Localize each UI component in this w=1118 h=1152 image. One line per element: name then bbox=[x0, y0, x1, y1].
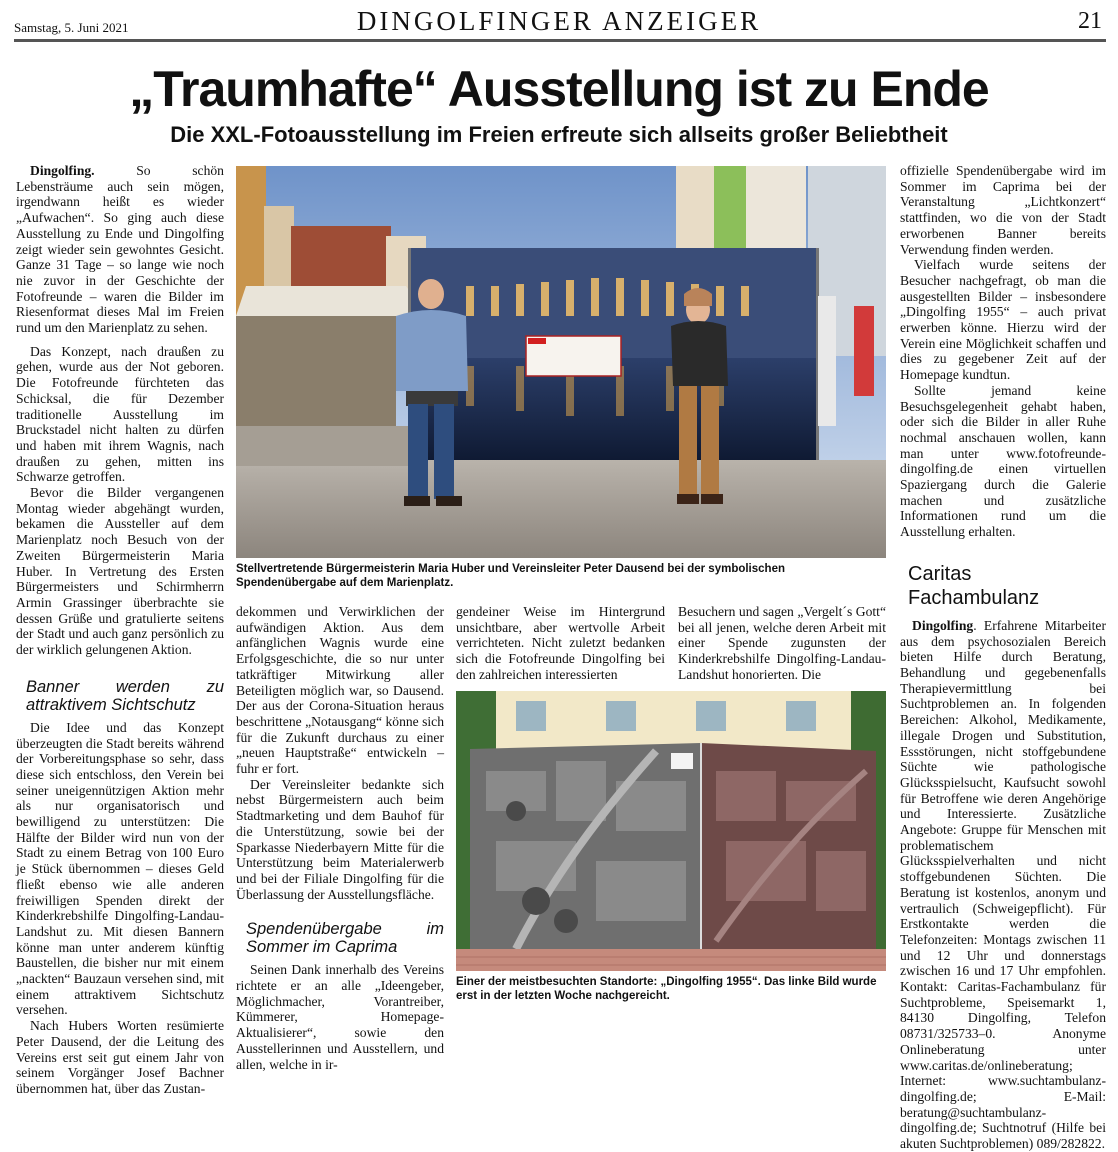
section-heading: Spendenübergabe im Sommer im Caprima bbox=[246, 920, 444, 957]
paragraph: Besuchern und sagen „Vergelt´s Gott“ bei all jenen, welche deren Arbeit mit einer Spende zugunsten der Kinderkrebshilfe Dingolfing-Landau-Landshut honorierten. Die bbox=[678, 604, 886, 682]
paragraph: Sollte jemand keine Besuchsgelegenheit gehabt haben, oder sich die Bilder in aller Ruhe nochmal anschauen wollen, kann man unter www.fotofreunde-dingolfing.de einen virtuellen Spaziergang durch die Galerie machen und zusätzliche Informationen rund um die Ausstellung erhalten. bbox=[900, 382, 1106, 540]
photo-caption: Stellvertretende Bürgermeisterin Maria Huber und Vereinsleiter Peter Dausend bei der symbolischen Spendenübergabe auf dem Marienplatz. bbox=[236, 563, 785, 589]
masthead-rule bbox=[14, 39, 1106, 42]
paragraph: So schön Lebensträume auch sein mögen, irgendwann heißt es wieder „Aufwachen“. So ging auch diese Ausstellung zu Ende und Dingolfing zeigt wieder sein gewohntes Gesicht. Ganze 31 Tage – so lange wie noch nie zuvor in der Geschichte der Fotofreunde – waren die Bilder im Riesenformat dieses Mal im Freien rund um den Marienplatz zu sehen. bbox=[16, 163, 224, 336]
photo-donation-handover bbox=[236, 166, 886, 558]
photo-caption: Einer der meistbesuchten Standorte: „Dingolfing 1955“. Das linke Bild wurde erst in der letzten Woche nachgereicht. bbox=[456, 976, 877, 1002]
page-number: 21 bbox=[1078, 8, 1102, 34]
sidebar-dateline: Dingolfing bbox=[912, 617, 974, 633]
paragraph: Bevor die Bilder vergangenen Montag wieder abgehängt wurden, bekamen die Aussteller auf dem Marienplatz noch Besuch von der Zweiten Bürgermeisterin Maria Huber. In Vertretung des Ersten Bürgermeisters und Schirmherrn Armin Grassinger überbrachte sie dessen Grüße und gratulierte seitens der Stadt und auch ganz persönlich zu der wirklich gelungenen Aktion. bbox=[16, 485, 224, 658]
sidebar-text bbox=[900, 618, 1106, 1152]
photo-dingolfing-1955 bbox=[456, 691, 886, 971]
newspaper-name: DINGOLFINGER ANZEIGER bbox=[356, 6, 762, 36]
paragraph: Seinen Dank innerhalb des Vereins richtete er an alle „Ideengeber, Möglichmacher, Vorantreiber, Kümmerer, Homepage-Aktualisierer“, sowie den Ausstellerinnen und Ausstellern, und allen, welche in ir- bbox=[236, 962, 444, 1072]
photo-dingolfing-1955-image bbox=[456, 691, 886, 971]
paragraph: Der Vereinsleiter bedankte sich nebst Bürgermeistern auch beim Stadtmarketing und dem Bauhof für die Unterstützung, sowie bei der Sparkasse Niederbayern Mitte für die Unterstützung beim Materialerwerb und bei der Filiale Dingolfing für die Überlassung der Ausstellungsfläche. bbox=[236, 776, 444, 902]
section-heading: Banner werden zu attraktivem Sichtschutz bbox=[26, 677, 224, 714]
dateline: Dingolfing. bbox=[30, 163, 95, 178]
article-column-5 bbox=[900, 163, 1106, 1152]
paragraph: Vielfach wurde seitens der Besucher nachgefragt, ob man die ausgestellten Bilder – insbesondere „Dingolfing 1955“ – auch privat erwerben könne. Hierzu wird der Verein eine Möglichkeit schaffen und dies zu gegebener Zeit auf der Homepage kundtun. bbox=[900, 257, 1106, 383]
headline: „Traumhafte“ Ausstellung ist zu Ende bbox=[129, 61, 989, 117]
paragraph: gendeiner Weise im Hintergrund unsichtbare, aber wertvolle Arbeit verrichteten. Nicht zuletzt bedanken sich die Fotofreunde Dingolfing bei den zahlreichen interessierten bbox=[456, 604, 665, 682]
paragraph: Das Konzept, nach draußen zu gehen, wurde aus der Not geboren. Die Fotofreunde fürchteten das Schicksal, die für Dezember traditionelle Ausstellung im Bruckstadel nicht halten zu dürfen und haben mit ihrem Wagnis, nach draußen zu gehen, mitten ins Schwarze getroffen. bbox=[16, 343, 224, 485]
issue-date: Samstag, 5. Juni 2021 bbox=[14, 20, 129, 35]
subheadline: Die XXL-Fotoausstellung im Freien erfreute sich allseits großer Beliebtheit bbox=[170, 122, 948, 147]
paragraph: dekommen und Verwirklichen der aufwändigen Aktion. Aus dem anfänglichen Wagnis wurde eine Erfolgsgeschichte, die so nur unter tatkräftiger Mitwirkung aller Beteiligten möglich war, so Dausend. Der aus der Corona-Situation heraus beschrittene „Notausgang“ könne sich für die Zukunft durchaus zu einer „neuen Hauptstraße“ entwickeln – fuhr er fort. bbox=[236, 604, 444, 777]
sidebar-body: . Erfahrene Mitarbeiter aus dem psychosozialen Bereich bieten Hilfe durch Beratung, Behandlung und gegebenenfalls Therapievermittlung bei Suchtproblemen an. In folgenden Bereichen: Alkohol, Medikamente, illegale Drogen und Substitution, Essstörungen, nicht stoffgebundene Süchte wie pathologische Glücksspielsucht, Kaufsucht sowohl für Betroffene wie deren Angehörige und Interessierte. Zusätzliche Angebote: Gruppe für Menschen mit problematischem Glücksspielverhalten und nicht stoffgebundenen Süchten. Die Beratung ist kostenlos, anonym und vertraulich (Schweigepflicht). Für Erstkontakte werden die Telefonzeiten: Montags zwischen 11 und 12 Uhr und donnerstags zwischen 16 und 17 Uhr empfohlen. Kontakt: Caritas-Fachambulanz für Suchtprobleme, Speisemarkt 1, 84130 Dingolfing, Telefon 08731/325733–0. Anonyme Onlineberatung unter www.caritas.de/onlineberatung; Internet: www.suchtambulanz-dingolfing.de; E-Mail: beratung@suchtambulanz-dingolfing.de; Suchtnotruf (Hilfe bei akuten Suchtproblemen) 089/282822. bbox=[900, 617, 1106, 1152]
photo-donation-handover-image bbox=[236, 166, 886, 558]
sidebar-heading: Caritas Fachambulanz bbox=[908, 562, 1040, 609]
paragraph: offizielle Spendenübergabe wird im Sommer im Caprima bei der Veranstaltung „Lichtkonzert“ stattfinden, wo die von der Stadt erworbenen Banner bereits Verwendung finden werden. bbox=[900, 163, 1106, 257]
article-column-3 bbox=[456, 604, 665, 683]
article-column-4 bbox=[678, 604, 886, 683]
paragraph: Die Idee und das Konzept überzeugten die Stadt bereits während der Vorbereitungsphase so sehr, dass diese sich entschloss, den Verein bei seiner uneigennützigen Aktion mehr als nur organisatorisch und bewilligend zu unterstützen: Die Hälfte der Bilder wird nun von der Stadt zu einem Betrag von 100 Euro je Stück übernommen – dieses Geld fließt ebenso wie alle anderen freiwilligen Spenden direkt der Kinderkrebshilfe Dingolfing-Landau-Landshut zu. Mit diesen Bannern könne man unter anderem künftig Baustellen, die bisher nur mit einem „nackten“ Bauzaun versehen sind, mit einem attraktivem Sichtschutz versehen. bbox=[16, 719, 224, 1018]
paragraph: Nach Hubers Worten resümierte Peter Dausend, der die Leitung des Vereins erst seit gut einem Jahr von seinem Vorgänger Josef Bachner übernommen hat, über das Zustan- bbox=[16, 1018, 224, 1096]
article-column-1 bbox=[16, 163, 224, 1097]
article-column-2 bbox=[236, 604, 444, 1072]
